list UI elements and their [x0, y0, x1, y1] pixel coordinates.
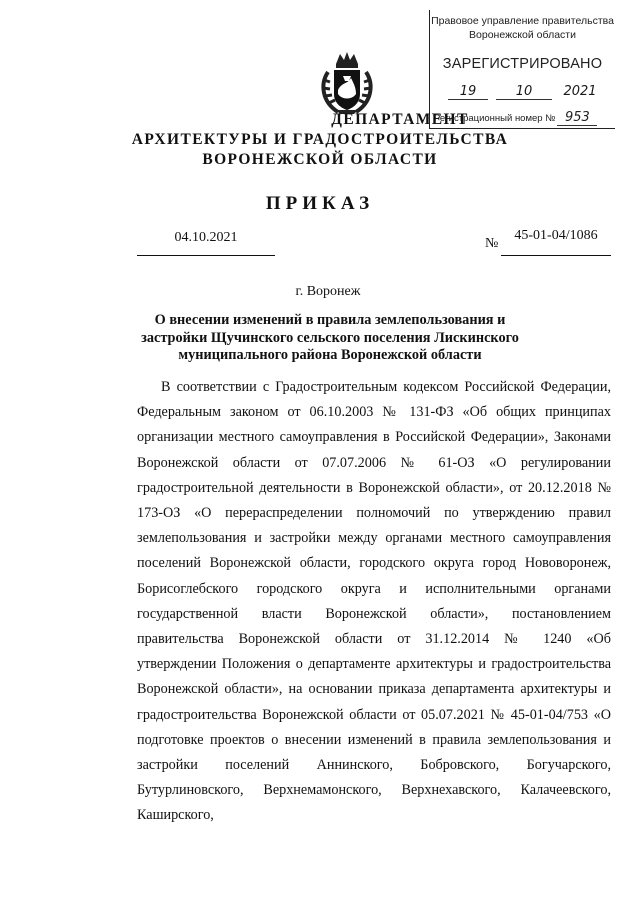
order-title: О внесении изменений в правила землепользования и застройки Щучинского сельского поселения Лискинского муниципального района Воронежской области — [141, 312, 519, 363]
stamp-year: 2021 — [563, 84, 597, 99]
order-number: 45-01-04/1086 — [501, 227, 611, 256]
stamp-org-line2: Воронежской области — [469, 29, 576, 41]
stamp-reg-number: 953 — [557, 110, 597, 126]
city: г. Воронеж — [295, 284, 361, 299]
stamp-registered: ЗАРЕГИСТРИРОВАНО — [442, 56, 603, 72]
stamp-date — [448, 84, 602, 100]
header-line1: ДЕПАРТАМЕНТ — [331, 111, 469, 128]
body-paragraph: В соответствии с Градостроительным кодексом Российской Федерации, Федеральным законом от 06.10.2003 № 131-ФЗ «Об общих принципах организации местного самоуправления в Российской Федерации», Законами Воронежской области от 07.07.2006 № 61-ОЗ «О регулировании градостроительной деятельности в Воронежской области», от 20.12.2018 № 173-ОЗ «О перераспределении полномочий по утверждению правил землепользования и застройки между органами местного самоуправления поселений Воронежской области, городского округа город Нововоронеж, Борисоглебского городского округа и исполнительными органами государственной власти Воронежской области», постановлением правительства Воронежской области от 31.12.2014 № 1240 «Об утверждении Положения о департаменте архитектуры и градостроительства Воронежской области», на основании приказа департамента архитектуры и градостроительства Воронежской области от 05.07.2021 № 45-01-04/753 «О подготовке проектов о внесении изменений в правила землепользования и застройки поселений Аннинского, Бобровского, Богучарского, Бутурлиновского, Верхнемамонского, Верхнехавского, Калачеевского, Каширского, — [137, 379, 611, 824]
stamp-reg-number-label: Регистрационный номер № — [434, 113, 556, 124]
order-number-label: № — [485, 236, 499, 251]
doc-type: ПРИКАЗ — [265, 193, 375, 214]
header-line3: ВОРОНЕЖСКОЙ ОБЛАСТИ — [202, 151, 438, 168]
header-line2: АРХИТЕКТУРЫ И ГРАДОСТРОИТЕЛЬСТВА — [131, 131, 509, 148]
coat-of-arms-icon — [318, 50, 376, 116]
order-date: 04.10.2021 — [137, 229, 275, 256]
stamp-org-line1: Правовое управление правительства — [431, 15, 614, 27]
stamp-month: 10 — [496, 84, 552, 100]
stamp-day: 19 — [448, 84, 488, 100]
